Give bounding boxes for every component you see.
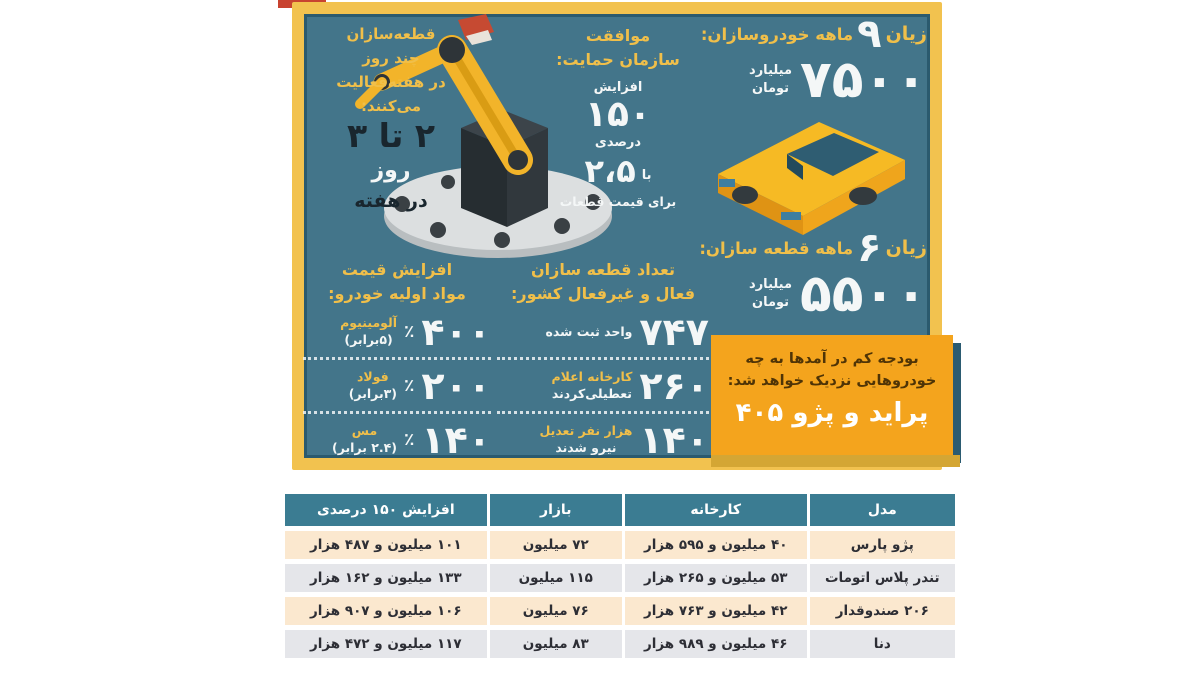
material-row xyxy=(303,414,491,465)
material-note: (۲.۴ برابر) xyxy=(331,440,398,455)
support-with-row xyxy=(523,152,713,190)
table-header-market: بازار xyxy=(490,494,622,526)
count-labels xyxy=(551,369,632,403)
support-footnote: برای قیمت قطعات xyxy=(559,193,677,209)
count-labels xyxy=(545,324,632,341)
material-note: (۵برابر) xyxy=(344,332,393,347)
schedule-title-line: قطعه‌سازان xyxy=(346,25,436,43)
material-row xyxy=(303,306,491,360)
raw-materials-block xyxy=(303,258,491,465)
loss6-value: ۵۵۰۰ xyxy=(800,264,927,324)
loss6-rest: ماهه قطعه سازان: xyxy=(699,238,854,258)
budget-question-line1: بودجه کم در آمدها به چه xyxy=(745,351,919,367)
loss9-unit-line1: میلیارد xyxy=(749,63,793,79)
count-label2: تعطیلی‌کردند xyxy=(551,386,632,401)
material-value: ۲۰۰ xyxy=(421,364,491,408)
count-labels xyxy=(539,423,632,457)
percent-sign: ٪ xyxy=(404,376,415,396)
support-title-line1: موافقت xyxy=(585,26,651,45)
budget-box xyxy=(711,335,953,455)
cell-increase: ۱۱۷ میلیون و ۴۷۲ هزار xyxy=(285,630,487,658)
table-row xyxy=(285,531,955,559)
material-labels xyxy=(332,423,397,457)
support-title-line2: سازمان حمایت: xyxy=(556,50,680,69)
automakers-loss-block xyxy=(687,11,927,110)
automakers-loss-title xyxy=(687,11,927,57)
automakers-loss-value-row xyxy=(687,50,927,110)
cell-market: ۷۲ میلیون xyxy=(490,531,622,559)
count-label1: کارخانه اعلام xyxy=(551,369,633,385)
count-row xyxy=(497,306,709,360)
cell-model: ۲۰۶ صندوقدار xyxy=(810,597,955,625)
table-header-factory: کارخانه xyxy=(625,494,807,526)
support-with-value: ۲،۵ xyxy=(584,151,636,190)
loss6-unit-line1: میلیارد xyxy=(749,277,793,293)
car-body-icon xyxy=(703,96,923,238)
material-value: ۴۰۰ xyxy=(421,310,491,354)
counts-title-line1: تعداد قطعه سازان xyxy=(530,260,675,279)
parts-makers-loss-title xyxy=(687,225,927,271)
parts-makers-loss-value-row xyxy=(687,264,927,324)
schedule-period: در هفته xyxy=(354,190,428,212)
count-row xyxy=(497,414,709,465)
loss9-value: ۷۵۰۰ xyxy=(800,50,927,110)
support-with-label: با xyxy=(641,168,652,184)
loss9-unit xyxy=(749,62,792,97)
table-header-increase: افزایش ۱۵۰ درصدی xyxy=(285,494,487,526)
loss9-word: زیان xyxy=(885,23,927,45)
cell-factory: ۴۰ میلیون و ۵۹۵ هزار xyxy=(625,531,807,559)
schedule-value: ۲ تا ۳ xyxy=(346,116,436,155)
cell-factory: ۴۲ میلیون و ۷۶۳ هزار xyxy=(625,597,807,625)
loss9-months: ۹ xyxy=(857,11,882,57)
material-value: ۱۴۰ xyxy=(421,418,491,462)
cell-factory: ۵۳ میلیون و ۲۶۵ هزار xyxy=(625,564,807,592)
count-label2: نیرو شدند xyxy=(555,440,617,455)
count-value: ۷۴۷ xyxy=(639,310,709,354)
support-increase-value: ۱۵۰ xyxy=(585,94,651,135)
loss6-unit xyxy=(749,276,792,311)
cell-increase: ۱۰۶ میلیون و ۹۰۷ هزار xyxy=(285,597,487,625)
schedule-title-line: می‌کنند: xyxy=(360,97,422,115)
support-org-block xyxy=(523,24,713,209)
cell-market: ۷۶ میلیون xyxy=(490,597,622,625)
budget-question-line2: خودروهایی نزدیک خواهد شد: xyxy=(727,373,937,390)
count-label1: هزار نفر تعدیل xyxy=(539,423,633,439)
cell-model: تندر پلاس اتومات xyxy=(810,564,955,592)
support-increase-label: افزایش xyxy=(593,80,643,95)
count-value: ۱۴۰ xyxy=(639,418,709,462)
schedule-title-line: چند روز xyxy=(362,49,420,67)
cell-market: ۱۱۵ میلیون xyxy=(490,564,622,592)
material-row xyxy=(303,360,491,414)
material-name: فولاد xyxy=(356,369,389,385)
cell-market: ۸۳ میلیون xyxy=(490,630,622,658)
schedule-unit: روز xyxy=(371,158,411,183)
cell-increase: ۱۳۳ میلیون و ۱۶۲ هزار xyxy=(285,564,487,592)
table-header-model: مدل xyxy=(810,494,955,526)
count-row xyxy=(497,360,709,414)
parts-makers-schedule-title xyxy=(307,22,475,118)
materials-title-line2: مواد اولیه خودرو: xyxy=(328,284,466,303)
material-name: مس xyxy=(351,423,378,439)
cell-increase: ۱۰۱ میلیون و ۴۸۷ هزار xyxy=(285,531,487,559)
parts-makers-loss-block xyxy=(687,225,927,324)
loss6-word: زیان xyxy=(885,237,927,259)
table-header-row xyxy=(285,494,955,526)
percent-sign: ٪ xyxy=(404,430,415,450)
frame-bottom-extension xyxy=(711,455,960,467)
percent-sign: ٪ xyxy=(404,322,415,342)
material-labels xyxy=(340,315,397,349)
loss9-rest: ماهه خودروسازان: xyxy=(700,24,854,44)
materials-title-line1: افزایش قیمت xyxy=(341,260,453,279)
material-labels xyxy=(349,369,397,403)
support-increase-unit: درصدی xyxy=(594,134,642,150)
cell-model: پژو پارس xyxy=(810,531,955,559)
material-note: (۳برابر) xyxy=(348,386,398,401)
price-table xyxy=(282,489,958,663)
table-row xyxy=(285,564,955,592)
cell-factory: ۴۶ میلیون و ۹۸۹ هزار xyxy=(625,630,807,658)
schedule-title-line: در هفته‌فعالیت xyxy=(336,73,446,91)
loss6-unit-line2: تومان xyxy=(752,295,790,310)
parts-makers-count-block xyxy=(497,258,709,465)
table-row xyxy=(285,630,955,658)
counts-title-line2: فعال و غیرفعال کشور: xyxy=(510,284,696,303)
loss6-months: ۶ xyxy=(857,225,882,271)
table-row xyxy=(285,597,955,625)
budget-answer: پراید و پژو ۴۰۵ xyxy=(735,397,929,428)
count-value: ۲۶۰ xyxy=(639,364,709,408)
cell-model: دنا xyxy=(810,630,955,658)
material-name: آلومینیوم xyxy=(340,315,398,331)
loss9-unit-line2: تومان xyxy=(752,81,790,96)
count-label1: واحد ثبت شده xyxy=(545,323,633,339)
